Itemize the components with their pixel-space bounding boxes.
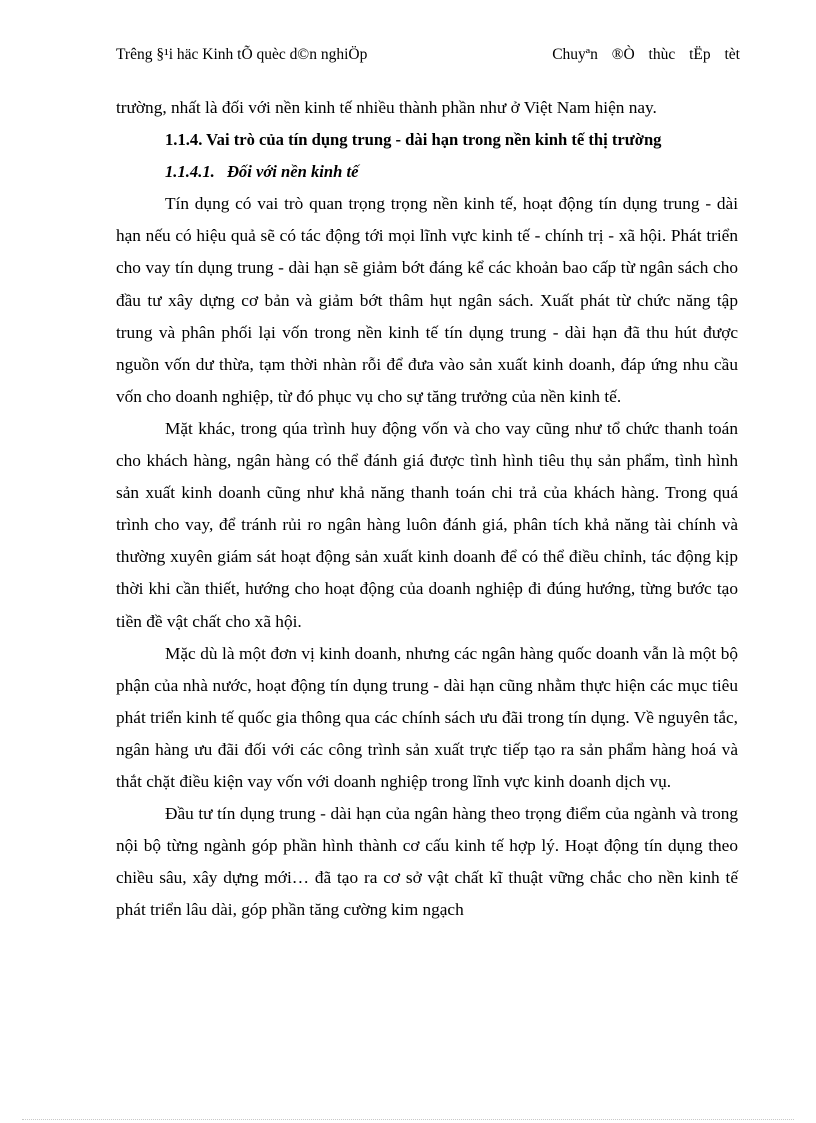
document-body xyxy=(116,92,738,926)
lead-line: trường, nhất là đối với nền kinh tế nhiều thành phần như ở Việt Nam hiện nay. xyxy=(116,98,657,117)
page-bottom-divider xyxy=(22,1119,794,1120)
header-left-text: Trêng §¹i häc Kinh tÕ quèc d©n nghiÖp xyxy=(116,46,368,63)
paragraph-1: Tín dụng có vai trò quan trọng trọng nền kinh tế, hoạt động tín dụng trung - dài hạn nếu có hiệu quả sẽ có tác động tới mọi lĩnh vực kinh tế - chính trị - xã hội. Phát triển cho vay tín dụng trung - dài hạn sẽ giảm bớt đáng kể các khoản bao cấp từ ngân sách cho đầu tư xây dựng cơ bản và giảm bớt thâm hụt ngân sách. Xuất phát từ chức năng tập trung và phân phối lại vốn trong nền kinh tế tín dụng trung - dài hạn đã thu hút được nguồn vốn dư thừa, tạm thời nhàn rỗi để đưa vào sản xuất kinh doanh, đáp ứng nhu cầu vốn cho doanh nghiệp, từ đó phục vụ cho sự tăng trưởng của nền kinh tế. xyxy=(116,194,738,406)
header-right-text: Chuyªn ®Ò thùc tËp tèt xyxy=(552,46,740,63)
paragraph-3: Mặc dù là một đơn vị kinh doanh, nhưng các ngân hàng quốc doanh vẫn là một bộ phận của nhà nước, hoạt động tín dụng trung - dài hạn cũng nhằm thực hiện các mục tiêu phát triển kinh tế quốc gia thông qua các chính sách ưu đãi trong tín dụng. Về nguyên tắc, ngân hàng ưu đãi đối với các công trình sản xuất trực tiếp tạo ra sản phẩm hàng hoá và thắt chặt điều kiện vay vốn với doanh nghiệp trong lĩnh vực kinh doanh dịch vụ. xyxy=(116,643,738,791)
subsection-title: Đối với nền kinh tế xyxy=(226,162,359,182)
subsection-heading xyxy=(116,156,738,188)
paragraph-2: Mặt khác, trong qúa trình huy động vốn và cho vay cũng như tổ chức thanh toán cho khách hàng, ngân hàng có thể đánh giá được tình hình tiêu thụ sản phẩm, tình hình sản xuất kinh doanh cũng như khả năng thanh toán chi trả của khách hàng. Trong quá trình cho vay, để tránh rủi ro ngân hàng luôn đánh giá, phân tích khả năng tài chính và thường xuyên giám sát hoạt động sản xuất kinh doanh để có thể điều chỉnh, tác động kịp thời khi cần thiết, hướng cho hoạt động của doanh nghiệp đi đúng hướng, từng bước tạo tiền đề vật chất cho xã hội. xyxy=(116,418,738,631)
paragraph-4: Đầu tư tín dụng trung - dài hạn của ngân hàng theo trọng điểm của ngành và trong nội bộ từng ngành góp phần hình thành cơ cấu kinh tế hợp lý. Hoạt động tín dụng theo chiều sâu, xây dựng mới… đã tạo ra cơ sở vật chất kĩ thuật vững chắc cho nền kinh tế phát triển lâu dài, góp phần tăng cường kim ngạch xyxy=(116,804,738,920)
section-heading: 1.1.4. Vai trò của tín dụng trung - dài hạn trong nền kinh tế thị trường xyxy=(165,130,662,150)
subsection-number: 1.1.4.1. xyxy=(165,162,215,182)
